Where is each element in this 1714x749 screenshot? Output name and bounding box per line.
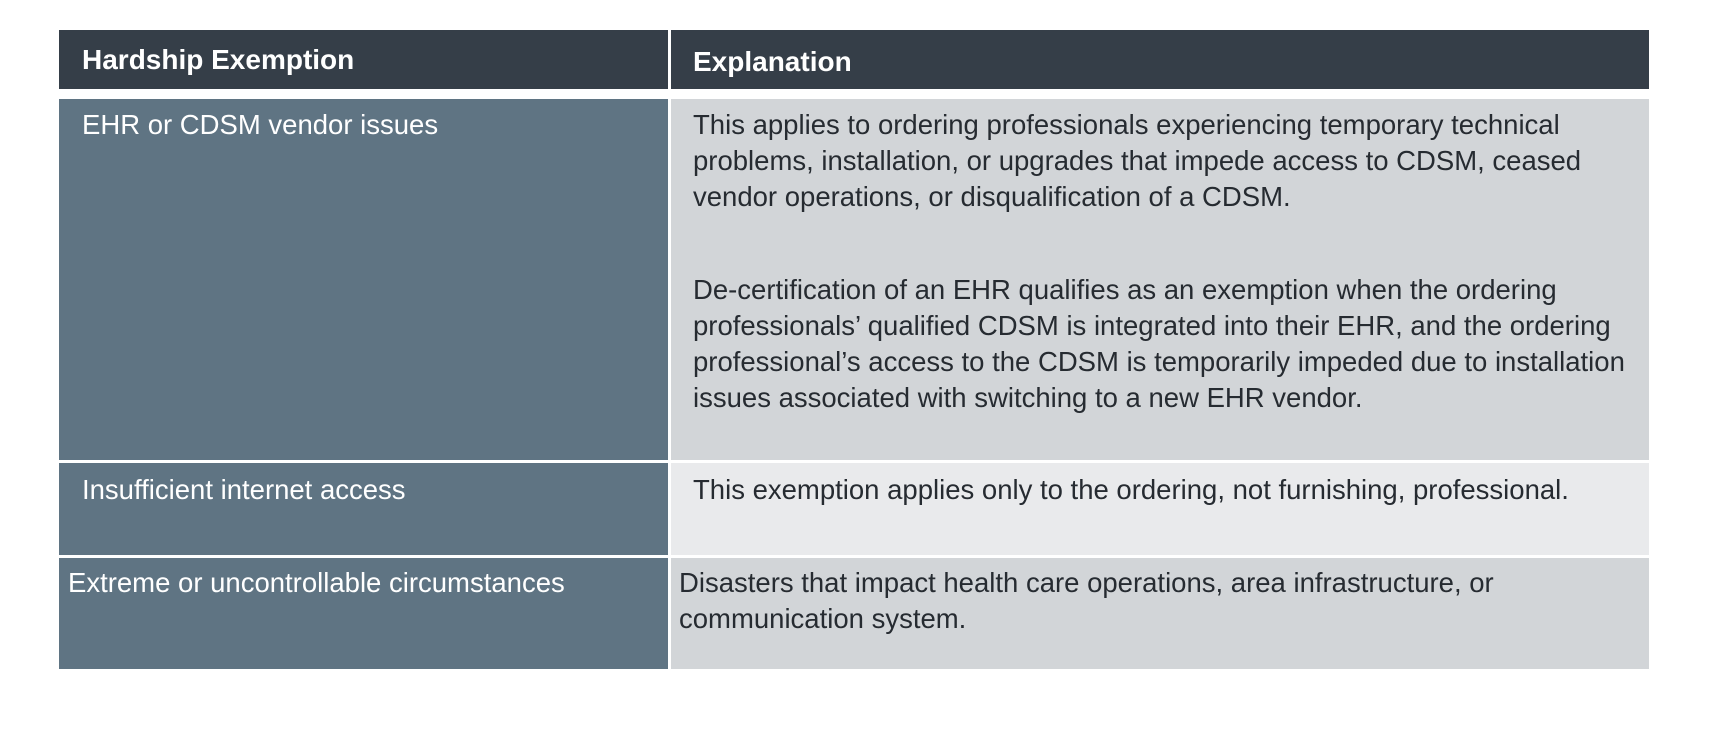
exemption-cell: Insufficient internet access xyxy=(59,463,668,555)
explanation-cell xyxy=(671,558,1649,669)
table-row xyxy=(59,99,1649,460)
explanation-paragraph: This applies to ordering professionals experiencing temporary technical problems, installation, or upgrades that impede access to CDSM, ceased vendor operations, or disqualification of a CDSM. xyxy=(693,109,1582,213)
exemption-cell: EHR or CDSM vendor issues xyxy=(59,99,668,460)
table-header-row xyxy=(59,30,1649,89)
table-row xyxy=(59,463,1649,555)
explanation-cell xyxy=(671,99,1649,460)
table-row xyxy=(59,558,1649,669)
header-hardship-exemption: Hardship Exemption xyxy=(59,30,668,89)
explanation-cell xyxy=(671,463,1649,555)
explanation-paragraph: This exemption applies only to the ordering, not furnishing, professional. xyxy=(693,474,1569,505)
exemption-cell: Extreme or uncontrollable circumstances xyxy=(59,558,668,669)
explanation-paragraph: De-certification of an EHR qualifies as an exemption when the ordering professionals’ qualified CDSM is integrated into their EHR, and the ordering professional’s access to the CDSM is temporarily impeded due to installation issues associated with switching to a new EHR vendor. xyxy=(693,273,1625,414)
explanation-paragraph: Disasters that impact health care operations, area infrastructure, or communication system. xyxy=(679,567,1494,635)
header-explanation: Explanation xyxy=(671,30,1649,89)
